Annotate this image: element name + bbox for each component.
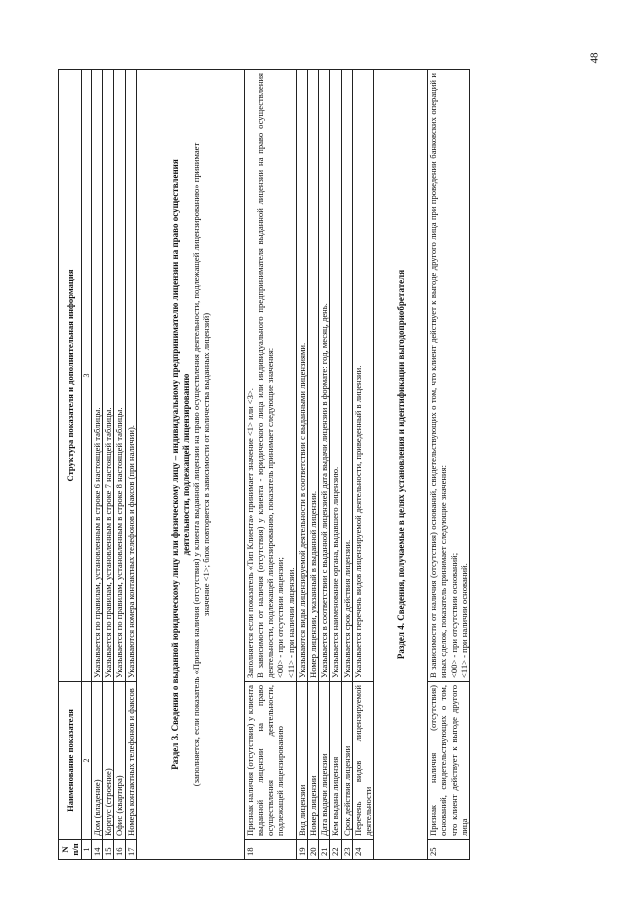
section-4-header — [374, 70, 428, 860]
description-line: <00> - при отсутствии оснований; — [448, 552, 459, 678]
section-4-title: Раздел 4. Сведения, получаемые в целях установления и идентификации выгодоприобретателя — [396, 269, 406, 660]
header-structure: Структура показателя и дополнительная информация — [59, 70, 82, 682]
section-header-cell — [374, 70, 428, 860]
row-name: Признак наличия (отсутствия) оснований, свидетельствующих о том, что клиент действует к выгоде другого лица — [428, 682, 470, 840]
row-name: Дата выдачи лицензии — [319, 682, 330, 840]
header-name: Наименование показателя — [59, 682, 82, 840]
table-header-row — [59, 70, 82, 860]
description-line: В зависимости от наличия (отсутствия) оснований, свидетельствующих о том, что клиент действует к выгоде другого лица при проведении банковских операций и иных сделок, показатель принимает следующие значения: — [428, 73, 449, 678]
table-row — [330, 70, 341, 860]
row-description — [428, 70, 470, 682]
table-row — [114, 70, 125, 860]
row-description: Указываются номера контактных телефонов и факсов (при наличии). — [125, 70, 136, 682]
section-3-title: Раздел 3. Сведения о выданной юридическому лицу или физическому лицу – индивидуальному предпринимателю лицензии на право осуществления деятельности, подлежащей лицензированию — [170, 159, 191, 770]
column-index: 3 — [82, 70, 92, 682]
table-row — [296, 70, 307, 860]
row-number: 20 — [308, 840, 319, 860]
table-row — [341, 70, 352, 860]
table-row — [308, 70, 319, 860]
row-number: 24 — [352, 840, 373, 860]
section-3-note: (заполняется, если показатель «Признак наличия (отсутствия) у клиента выданной лицензии на право осуществления деятельности, подлежащей лицензированию» принимает значение <1>; блок повторяется в зависимости от количества выданных лицензий) — [191, 142, 212, 787]
table-row — [352, 70, 373, 860]
table-row — [244, 70, 296, 860]
table-row — [103, 70, 114, 860]
row-name: Номер лицензии — [308, 682, 319, 840]
row-description: Указывается срок действия лицензии. — [341, 70, 352, 682]
row-description: Указывается по правилам, установленным в строке 7 настоящей таблицы. — [103, 70, 114, 682]
description-line: <00> - при отсутствии лицензии; — [275, 557, 286, 678]
row-description: Указывается в соответствии с выданной лицензией дата выдачи лицензии в формате: год, месяц, день. — [319, 70, 330, 682]
description-line: <11> - при наличии лицензии. — [285, 567, 296, 678]
row-name: Дом (владение) — [92, 682, 103, 840]
column-index: 2 — [82, 682, 92, 840]
row-name: Номера контактных телефонов и факсов — [125, 682, 136, 840]
rotated-table-page — [58, 70, 576, 860]
row-description: Номер лицензии, указанный в выданной лицензии. — [308, 70, 319, 682]
row-name: Срок действия лицензии — [341, 682, 352, 840]
row-name: Корпус (строение) — [103, 682, 114, 840]
indicator-table — [58, 69, 470, 860]
row-number: 17 — [125, 840, 136, 860]
row-description — [244, 70, 296, 682]
table-row — [125, 70, 136, 860]
row-number: 25 — [428, 840, 470, 860]
header-num: N п/п — [59, 840, 82, 860]
row-number: 21 — [319, 840, 330, 860]
column-index-row — [82, 70, 92, 860]
row-number: 23 — [341, 840, 352, 860]
row-name: Перечень видов лицензируемой деятельности — [352, 682, 373, 840]
row-name: Вид лицензии — [296, 682, 307, 840]
row-name: Признак наличия (отсутствия) у клиента выданной лицензии на право осуществления деятельности, подлежащей лицензированию — [244, 682, 296, 840]
row-description: Указывается наименование органа, выдавшего лицензию. — [330, 70, 341, 682]
row-number: 19 — [296, 840, 307, 860]
row-number: 16 — [114, 840, 125, 860]
section-3-header — [136, 70, 244, 860]
row-number: 18 — [244, 840, 296, 860]
row-description: Указывается перечень видов лицензируемой деятельности, приведенный в лицензии. — [352, 70, 373, 682]
page-number: 48 — [588, 52, 601, 64]
table-row — [319, 70, 330, 860]
row-number: 22 — [330, 840, 341, 860]
column-index: 1 — [82, 840, 92, 860]
row-description: Указывается по правилам, установленным в строке 8 настоящей таблицы. — [114, 70, 125, 682]
section-header-cell — [136, 70, 244, 860]
row-number: 14 — [92, 840, 103, 860]
table-row — [428, 70, 470, 860]
row-number: 15 — [103, 840, 114, 860]
description-line: Заполняется если показатель «Тип Клиента» принимает значение <1> или <3>. — [244, 388, 255, 678]
table-row — [92, 70, 103, 860]
row-name: Кем выдана лицензия — [330, 682, 341, 840]
row-description: Указывается по правилам, установленным в строке 6 настоящей таблицы. — [92, 70, 103, 682]
description-line: <11> - при наличии оснований. — [458, 563, 469, 678]
description-line: В зависимости от наличия (отсутствия) у клиента - юридического лица или индивидуального предпринимателя выданной лицензии на право осуществления деятельности, подлежащей лицензированию, показатель принимает следующие значения: — [255, 73, 276, 678]
row-name: Офис (квартира) — [114, 682, 125, 840]
row-description: Указываются виды лицензируемой деятельности в соответствии с выданными лицензиями. — [296, 70, 307, 682]
